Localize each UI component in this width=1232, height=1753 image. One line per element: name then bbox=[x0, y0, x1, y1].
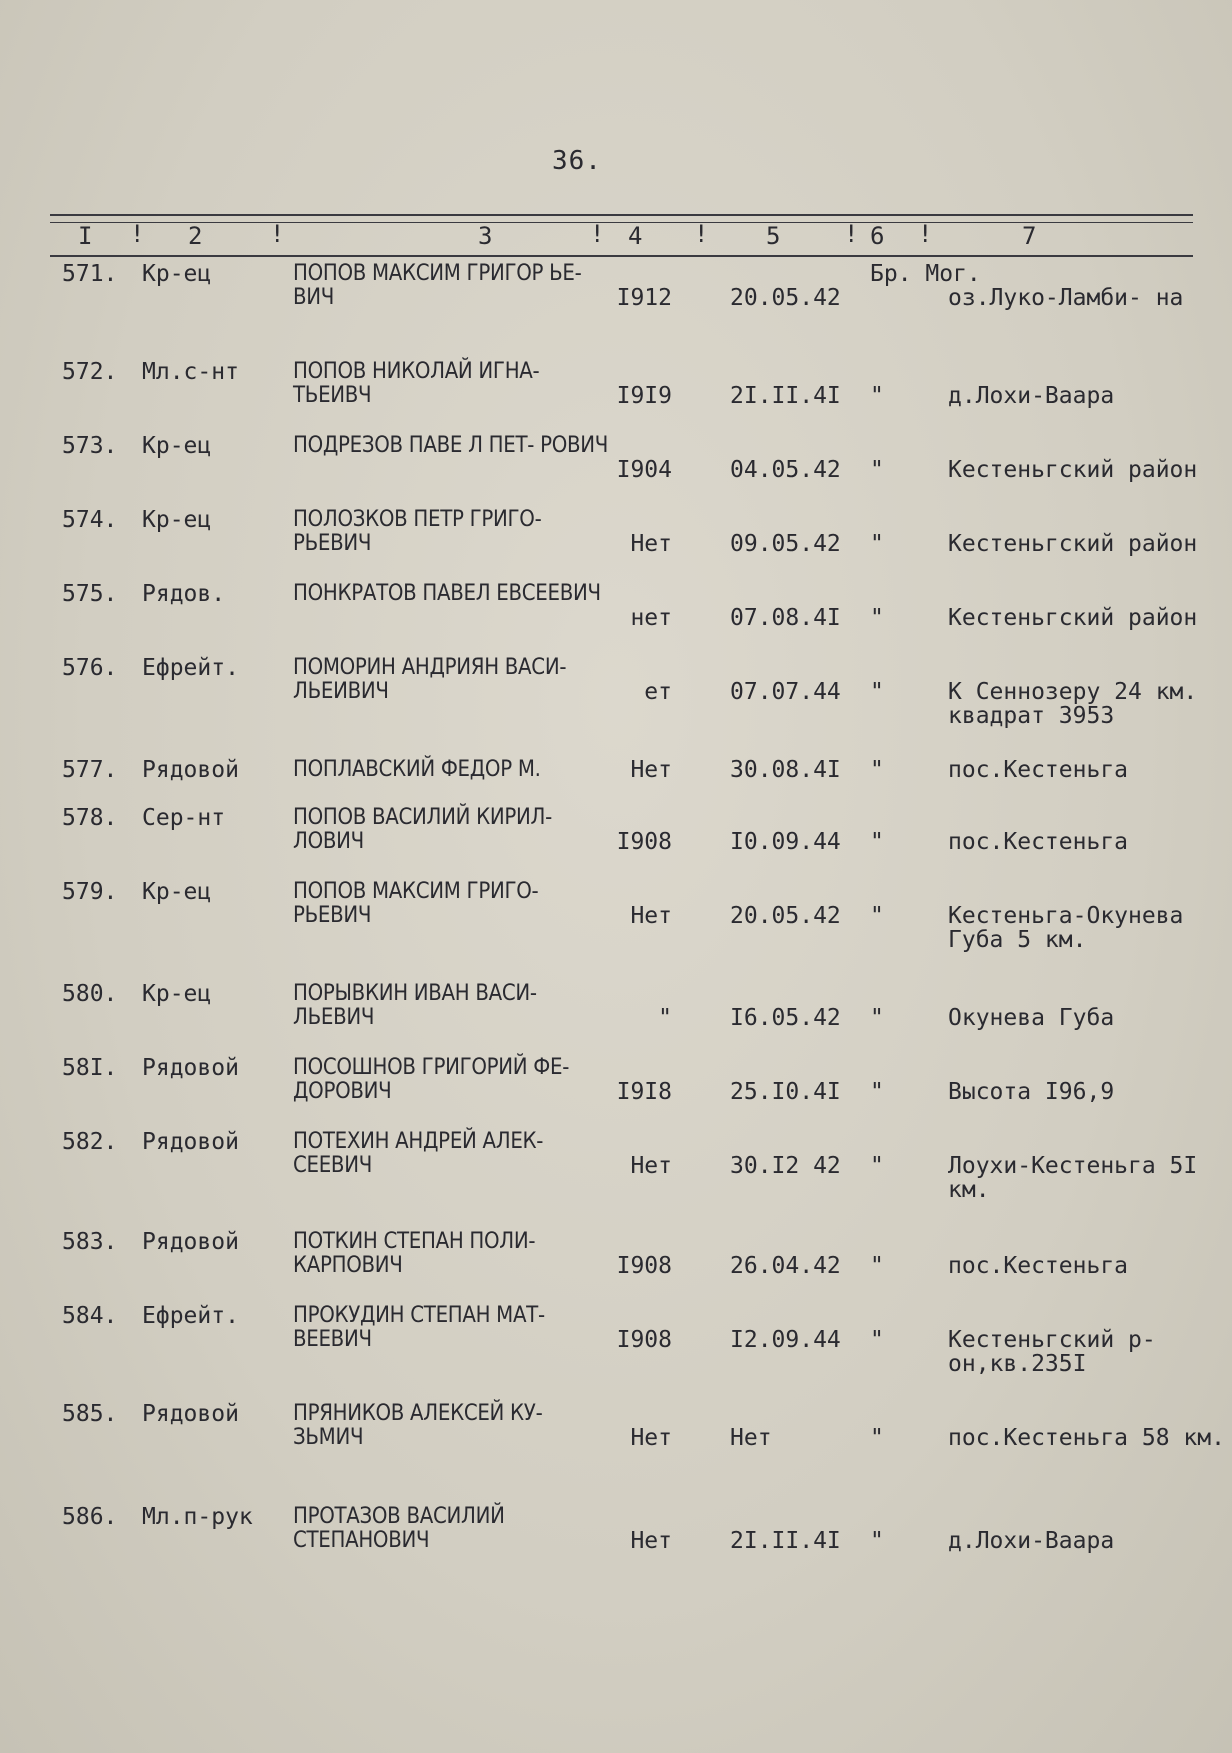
full-name: ПОПОВ НИКОЛАЙ ИГНА- ТЬЕИВЧ bbox=[293, 359, 540, 408]
full-name: ПРОКУДИН СТЕПАН МАТ- ВЕЕВИЧ bbox=[293, 1303, 545, 1352]
burial-type: Бр. Мог. bbox=[870, 261, 981, 287]
burial-place: Кестеньгский р-он,кв.235I bbox=[948, 1327, 1156, 1377]
full-name: ПОНКРАТОВ ПАВЕЛ ЕВСЕЕВИЧ bbox=[293, 581, 601, 606]
row-number: 58I. bbox=[62, 1055, 118, 1081]
row-number: 574. bbox=[62, 507, 118, 533]
full-name: ПОПОВ МАКСИМ ГРИГО- РЬЕВИЧ bbox=[293, 879, 539, 928]
birth-year: Нет bbox=[630, 1528, 672, 1554]
military-rank: Кр-ец bbox=[142, 981, 212, 1007]
burial-type: " bbox=[870, 1253, 884, 1279]
burial-place: пос.Кестеньга bbox=[948, 1253, 1129, 1279]
column-header-1: I bbox=[78, 222, 93, 250]
military-rank: Рядовой bbox=[142, 1401, 239, 1427]
birth-year: I9I8 bbox=[616, 1079, 672, 1105]
military-rank: Рядовой bbox=[142, 1055, 239, 1081]
death-date: 09.05.42 bbox=[730, 531, 841, 557]
burial-type: " bbox=[870, 531, 884, 557]
death-date: 07.08.4I bbox=[730, 605, 841, 631]
burial-place: Кестеньгский район bbox=[948, 605, 1198, 631]
row-number: 585. bbox=[62, 1401, 118, 1427]
death-date: 04.05.42 bbox=[730, 457, 841, 483]
row-number: 577. bbox=[62, 757, 118, 783]
full-name: ПОТЕХИН АНДРЕЙ АЛЕК- СЕЕВИЧ bbox=[293, 1129, 544, 1178]
birth-year: ет bbox=[644, 679, 672, 705]
column-separator: ! bbox=[844, 220, 859, 248]
burial-type: " bbox=[870, 1425, 884, 1451]
header-rule-top bbox=[50, 214, 1193, 216]
row-number: 586. bbox=[62, 1504, 118, 1530]
column-separator: ! bbox=[918, 220, 933, 248]
military-rank: Кр-ец bbox=[142, 507, 212, 533]
burial-type: " bbox=[870, 1327, 884, 1353]
burial-place: пос.Кестеньга 58 км. bbox=[948, 1425, 1225, 1451]
burial-place: оз.Луко-Ламби- на bbox=[948, 285, 1184, 311]
death-date: 20.05.42 bbox=[730, 285, 841, 311]
death-date: 26.04.42 bbox=[730, 1253, 841, 1279]
burial-place: Кестеньга-Окунева Губа 5 км. bbox=[948, 903, 1184, 953]
burial-place: К Сеннозеру 24 км. квадрат 3953 bbox=[948, 679, 1198, 729]
birth-year: I904 bbox=[616, 457, 672, 483]
row-number: 578. bbox=[62, 805, 118, 831]
military-rank: Ефрейт. bbox=[142, 1303, 239, 1329]
burial-place: пос.Кестеньга bbox=[948, 829, 1129, 855]
column-header-7: 7 bbox=[1022, 222, 1037, 250]
full-name: ПОТКИН СТЕПАН ПОЛИ- КАРПОВИЧ bbox=[293, 1229, 536, 1278]
burial-type: " bbox=[870, 457, 884, 483]
burial-place: Лоухи-Кестеньга 5I км. bbox=[948, 1153, 1198, 1203]
full-name: ПОПОВ ВАСИЛИЙ КИРИЛ- ЛОВИЧ bbox=[293, 805, 552, 854]
birth-year: Нет bbox=[630, 757, 672, 783]
military-rank: Мл.п-рук bbox=[142, 1504, 253, 1530]
full-name: ПОПЛАВСКИЙ ФЕДОР М. bbox=[293, 757, 541, 782]
birth-year: I912 bbox=[616, 285, 672, 311]
full-name: ПОМОРИН АНДРИЯН ВАСИ- ЛЬЕИВИЧ bbox=[293, 655, 567, 704]
row-number: 580. bbox=[62, 981, 118, 1007]
row-number: 575. bbox=[62, 581, 118, 607]
full-name: ПРЯНИКОВ АЛЕКСЕЙ КУ- ЗЬМИЧ bbox=[293, 1401, 543, 1450]
birth-year: I908 bbox=[616, 1253, 672, 1279]
military-rank: Кр-ец bbox=[142, 433, 212, 459]
military-rank: Кр-ец bbox=[142, 879, 212, 905]
full-name: ПОРЫВКИН ИВАН ВАСИ- ЛЬЕВИЧ bbox=[293, 981, 537, 1030]
military-rank: Рядовой bbox=[142, 1229, 239, 1255]
birth-year: I908 bbox=[616, 1327, 672, 1353]
birth-year: Нет bbox=[630, 531, 672, 557]
death-date: 20.05.42 bbox=[730, 903, 841, 929]
burial-type: " bbox=[870, 1528, 884, 1554]
military-rank: Рядов. bbox=[142, 581, 226, 607]
birth-year: I9I9 bbox=[616, 383, 672, 409]
column-separator: ! bbox=[130, 220, 145, 248]
row-number: 571. bbox=[62, 261, 118, 287]
military-rank: Мл.с-нт bbox=[142, 359, 239, 385]
header-rule-bottom bbox=[50, 255, 1193, 257]
birth-year: Нет bbox=[630, 1425, 672, 1451]
page-number: 36. bbox=[552, 146, 602, 176]
burial-type: " bbox=[870, 903, 884, 929]
burial-type: " bbox=[870, 1153, 884, 1179]
birth-year: Нет bbox=[630, 1153, 672, 1179]
burial-type: " bbox=[870, 605, 884, 631]
burial-place: Кестеньгский район bbox=[948, 531, 1198, 557]
row-number: 582. bbox=[62, 1129, 118, 1155]
death-date: 07.07.44 bbox=[730, 679, 841, 705]
military-rank: Ефрейт. bbox=[142, 655, 239, 681]
burial-type: " bbox=[870, 679, 884, 705]
burial-place: пос.Кестеньга bbox=[948, 757, 1129, 783]
military-rank: Рядовой bbox=[142, 757, 239, 783]
death-date: I6.05.42 bbox=[730, 1005, 841, 1031]
row-number: 572. bbox=[62, 359, 118, 385]
burial-type: " bbox=[870, 1079, 884, 1105]
death-date: 30.I2 42 bbox=[730, 1153, 841, 1179]
row-number: 579. bbox=[62, 879, 118, 905]
birth-year: Нет bbox=[630, 903, 672, 929]
death-date: 25.I0.4I bbox=[730, 1079, 841, 1105]
full-name: ПОПОВ МАКСИМ ГРИГОР ЬЕ- ВИЧ bbox=[293, 261, 582, 310]
burial-place: Окунева Губа bbox=[948, 1005, 1115, 1031]
death-date: 30.08.4I bbox=[730, 757, 841, 783]
full-name: ПОЛОЗКОВ ПЕТР ГРИГО- РЬЕВИЧ bbox=[293, 507, 542, 556]
row-number: 584. bbox=[62, 1303, 118, 1329]
column-header-3: 3 bbox=[478, 222, 493, 250]
burial-type: " bbox=[870, 829, 884, 855]
birth-year: I908 bbox=[616, 829, 672, 855]
full-name: ПРОТАЗОВ ВАСИЛИЙ СТЕПАНОВИЧ bbox=[293, 1504, 505, 1553]
birth-year: " bbox=[658, 1005, 672, 1031]
full-name: ПОСОШНОВ ГРИГОРИЙ ФЕ- ДОРОВИЧ bbox=[293, 1055, 570, 1104]
military-rank: Сер-нт bbox=[142, 805, 226, 831]
birth-year: нет bbox=[630, 605, 672, 631]
row-number: 576. bbox=[62, 655, 118, 681]
death-date: 2I.II.4I bbox=[730, 383, 841, 409]
burial-place: Высота I96,9 bbox=[948, 1079, 1115, 1105]
death-date: I0.09.44 bbox=[730, 829, 841, 855]
military-rank: Рядовой bbox=[142, 1129, 239, 1155]
death-date: I2.09.44 bbox=[730, 1327, 841, 1353]
full-name: ПОДРЕЗОВ ПАВЕ Л ПЕТ- РОВИЧ bbox=[293, 433, 609, 458]
burial-place: д.Лохи-Ваара bbox=[948, 1528, 1115, 1554]
row-number: 583. bbox=[62, 1229, 118, 1255]
burial-type: " bbox=[870, 383, 884, 409]
burial-place: д.Лохи-Ваара bbox=[948, 383, 1115, 409]
column-header-4: 4 bbox=[628, 222, 643, 250]
death-date: Нет bbox=[730, 1425, 772, 1451]
burial-type: " bbox=[870, 757, 884, 783]
row-number: 573. bbox=[62, 433, 118, 459]
death-date: 2I.II.4I bbox=[730, 1528, 841, 1554]
military-rank: Кр-ец bbox=[142, 261, 212, 287]
burial-place: Кестеньгский район bbox=[948, 457, 1198, 483]
column-separator: ! bbox=[590, 220, 605, 248]
column-separator: ! bbox=[270, 220, 285, 248]
column-header-6: 6 bbox=[870, 222, 885, 250]
burial-type: " bbox=[870, 1005, 884, 1031]
column-header-2: 2 bbox=[188, 222, 203, 250]
column-header-5: 5 bbox=[766, 222, 781, 250]
column-separator: ! bbox=[694, 220, 709, 248]
